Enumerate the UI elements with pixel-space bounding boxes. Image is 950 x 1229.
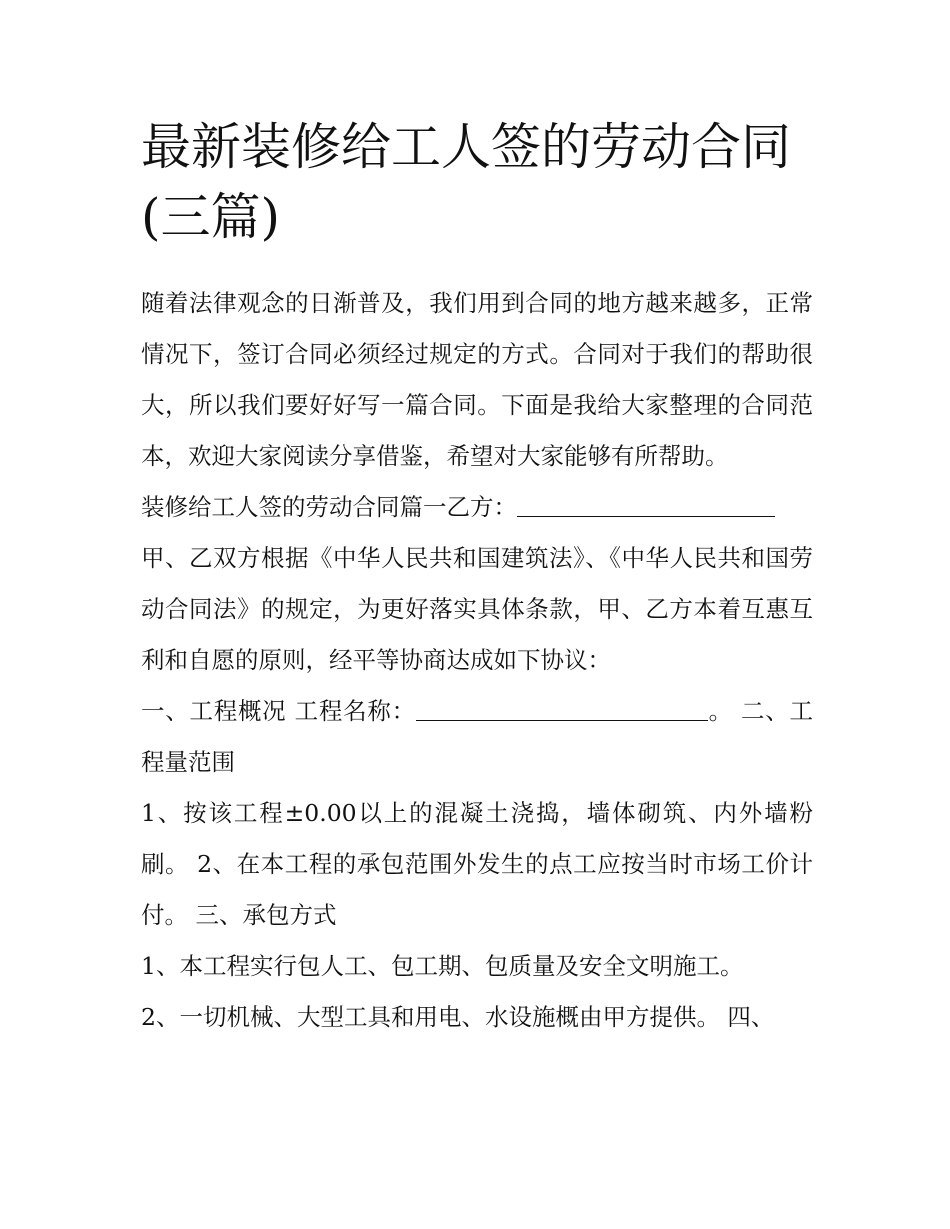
method-item-1: 1、本工程实行包人工、包工期、包质量及安全文明施工。: [141, 952, 744, 980]
scope-paragraph: 1、按该工程±0.00以上的混凝土浇捣，墙体砌筑、内外墙粉刷。 2、在本工程的承包范围外发生的点工应按当时市场工价计付。 三、承包方式: [141, 799, 813, 929]
project-overview-paragraph: [141, 686, 813, 788]
document-title: 最新装修给工人签的劳动合同(三篇): [141, 118, 791, 246]
legal-basis-paragraph: 甲、乙双方根据《中华人民共和国建筑法》、《中华人民共和国劳动合同法》的规定，为更好落实具体条款，甲、乙方本着互惠互利和自愿的原则，经平等协商达成如下协议：: [141, 544, 813, 674]
section-heading: 装修给工人签的劳动合同篇一乙方：: [141, 493, 517, 521]
project-overview-suffix: 。 二、工程量范围: [141, 697, 813, 776]
method-item-2: 2、一切机械、大型工具和用电、水设施概由甲方提供。 四、: [141, 1003, 775, 1031]
intro-paragraph: 随着法律观念的日渐普及，我们用到合同的地方越来越多，正常情况下，签订合同必须经过规定的方式。合同对于我们的帮助很大，所以我们要好好写一篇合同。下面是我给大家整理的合同范本，欢迎大家阅读分享借鉴，希望对大家能够有所帮助。: [141, 289, 813, 470]
party-b-line: [141, 482, 813, 533]
document-body: [141, 278, 813, 1043]
project-overview-prefix: 一、工程概况 工程名称：: [141, 697, 416, 725]
project-name-blank: [416, 694, 708, 721]
party-b-blank: [517, 490, 775, 517]
